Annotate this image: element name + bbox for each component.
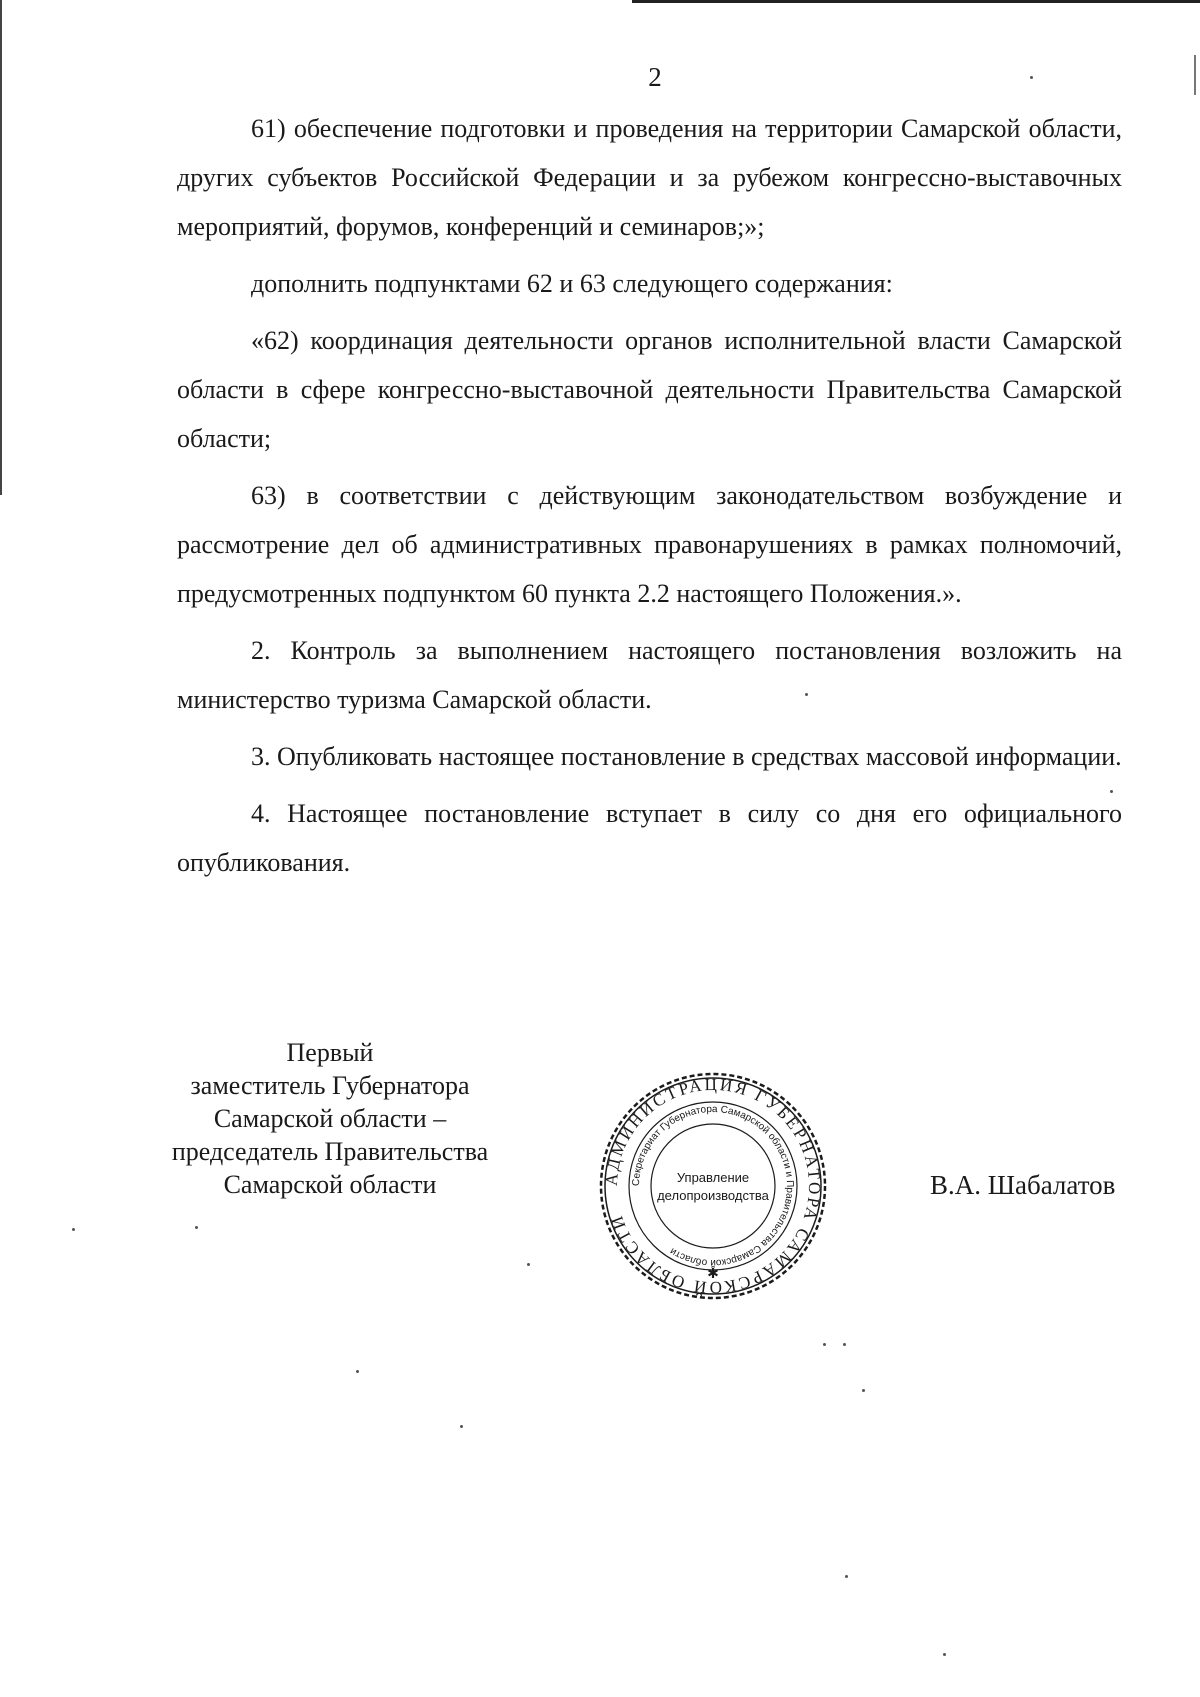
signatory-position-line: Первый — [286, 1038, 374, 1067]
scan-speck — [862, 1389, 865, 1392]
seal-star-icon: ✱ — [707, 1267, 719, 1282]
scan-speck — [356, 1370, 359, 1373]
seal-outer-text: АДМИНИСТРАЦИЯ ГУБЕРНАТОРА САМАРСКОЙ ОБЛАСТИ — [601, 1074, 825, 1298]
seal-center-line-1: Управление — [676, 1170, 750, 1185]
scan-edge-top — [632, 0, 1200, 3]
svg-text:Секретариат Губернатора Самарс — [631, 1104, 795, 1268]
paragraph-clause-3: 3. Опубликовать настоящее постановление в средствах массовой информации. — [251, 742, 1122, 771]
signatory-position-line: Самарской области — [223, 1170, 437, 1199]
official-seal-stamp — [597, 1070, 829, 1302]
paragraph-item-63: 63) в соответствии с действующим законодательством возбуждение и рассмотрение дел об административных правонарушениях в рамках полномочий, предусмотренных подпунктом 60 пункта 2.2 настоящего Положения.». — [177, 481, 1122, 608]
paragraph-clause-2: 2. Контроль за выполнением настоящего постановления возложить на министерство туризма Самарской области. — [177, 636, 1122, 714]
seal-center-line-2: делопроизводства — [657, 1188, 769, 1203]
scan-speck — [72, 1228, 75, 1231]
paragraph-amendment-intro: дополнить подпунктами 62 и 63 следующего содержания: — [251, 269, 893, 298]
paragraph-item-61: 61) обеспечение подготовки и проведения на территории Самарской области, других субъектов Российской Федерации и за рубежом конгрессно-выставочных мероприятий, форумов, конференций и семинаров;»; — [177, 114, 1122, 241]
page-number: 2 — [648, 62, 662, 92]
paragraph-item-62: «62) координация деятельности органов исполнительной власти Самарской области в сфере конгрессно-выставочной деятельности Правительства Самарской области; — [177, 326, 1122, 453]
seal-inner-ring-text: Секретариат Губернатора Самарской области и Правительства Самарской области — [630, 1103, 796, 1269]
scan-speck — [823, 1343, 826, 1346]
signatory-position-line: председатель Правительства — [171, 1137, 489, 1166]
scan-speck — [1030, 76, 1033, 79]
seal-graphic — [597, 1070, 829, 1302]
paragraph-clause-4: 4. Настоящее постановление вступает в силу со дня его официального опубликования. — [177, 799, 1122, 877]
scan-speck — [195, 1226, 198, 1229]
scan-speck — [805, 693, 808, 696]
scan-speck — [460, 1425, 463, 1428]
signatory-position — [140, 1036, 520, 1201]
signatory-name: В.А. Шабалатов — [930, 1170, 1116, 1200]
scan-speck — [943, 1653, 946, 1656]
scan-speck — [1110, 790, 1113, 793]
scan-speck — [527, 1263, 530, 1266]
scan-speck — [843, 1343, 846, 1346]
signatory-position-line: заместитель Губернатора — [190, 1071, 470, 1100]
document-body — [177, 104, 1122, 887]
signatory-position-line: Самарской области – — [213, 1104, 447, 1133]
scan-speck — [845, 1575, 848, 1578]
